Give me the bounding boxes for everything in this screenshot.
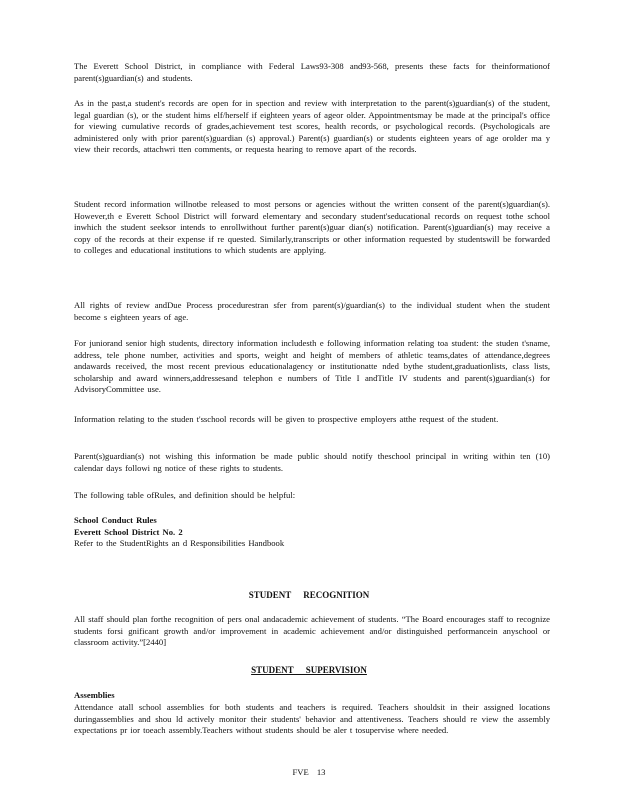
notification-paragraph: Parent(s)guardian(s) not wishing this information be made public should notify theschool principal in writing within ten (10) calendar days followi ng notice of these rights to students. bbox=[74, 451, 550, 473]
conduct-rules-title: School Conduct Rules bbox=[74, 515, 157, 525]
table-intro-paragraph: The following table ofRules, and definition should be helpful: bbox=[74, 490, 296, 500]
student-supervision-heading: STUDENT SUPERVISION bbox=[251, 665, 367, 675]
district-name: Everett School District No. 2 bbox=[74, 526, 183, 537]
assemblies-paragraph: Attendance atall school assemblies for both students and teachers is required. Teachers shouldsit in their assigned locations duringassemblies and shou ld actively monitor their students' behavior and attentiveness. Teachers should re view the assembly expectations pr ior toeach assembly.Teachers without students should be aler t tosupervise where needed. bbox=[74, 702, 550, 736]
intro-paragraph: The Everett School District, in compliance with Federal Laws93-308 and93-568, presents these facts for theinformationof parent(s)guardian(s) and students. bbox=[74, 61, 550, 83]
page-footer: FVE 13 bbox=[292, 767, 326, 777]
record-release-paragraph: Student record information willnotbe released to most persons or agencies without the written consent of the parent(s)guardian(s). However,th e Everett School District will forward elementary and secondary student'seducational records on request tothe school inwhich the student seeksor intends to enrollwithout further parent(s)guar dian(s) notification. Parent(s)guardian(s) may receive a copy of the records at their expense if re quested. Similarly,transcripts or other information requested by studentswill be forwarded to colleges and educational institutions to which students are applying. bbox=[74, 199, 550, 256]
handbook-reference: Refer to the StudentRights an d Responsibilities Handbook bbox=[74, 538, 285, 549]
recognition-paragraph: All staff should plan forthe recognition of pers onal andacademic achievement of students. “The Board encourages staff to recognize students forsi gnificant growth and/or improvement in academic achievement and/or distinguished performancein anyschool or classroom activity.”[2440] bbox=[74, 614, 550, 648]
due-process-paragraph: All rights of review andDue Process procedurestran sfer from parent(s)/guardian(s) to the individual student when the student become s eighteen years of age. bbox=[74, 300, 550, 322]
assemblies-title: Assemblies bbox=[74, 690, 115, 700]
student-recognition-heading: STUDENT RECOGNITION bbox=[248, 590, 370, 600]
records-rights-paragraph: As in the past,a student's records are open for in spection and review with interpretation to the parent(s)guardian(s) of the student, legal guardian (s), or the student hims elf/herself if eighteen years of ageor older. Appointmentsmay be made at the principal's office for viewing cumulative records of grades,achievement test scores, health records, or psychological records. (Psychologicals are administered only with prior parent(s)guardian (s) approval.) Parent(s) guardian(s) or students eighteen years of age orolder ma y view their records, attachwri tten comments, or requesta hearing to remove apart of the records. bbox=[74, 98, 550, 155]
conduct-rules-block bbox=[74, 515, 550, 550]
directory-information-paragraph: For juniorand senior high students, directory information includesth e following information relating toa student: the studen t'sname, address, tele phone number, activities and sports, weight and height of members of athletic teams,dates of attendance,degrees andawards received, the most recent previous educationalagency or institutionatte nded bythe student,graduationlists, class lists, scholarship and award winners,addressesand telephon e numbers of Title I andTitle IV students and parent(s)guardian(s) for AdvisoryCommittee use. bbox=[74, 338, 550, 395]
employer-information-paragraph: Information relating to the studen t'sschool records will be given to prospective employers atthe request of the student. bbox=[74, 414, 499, 424]
